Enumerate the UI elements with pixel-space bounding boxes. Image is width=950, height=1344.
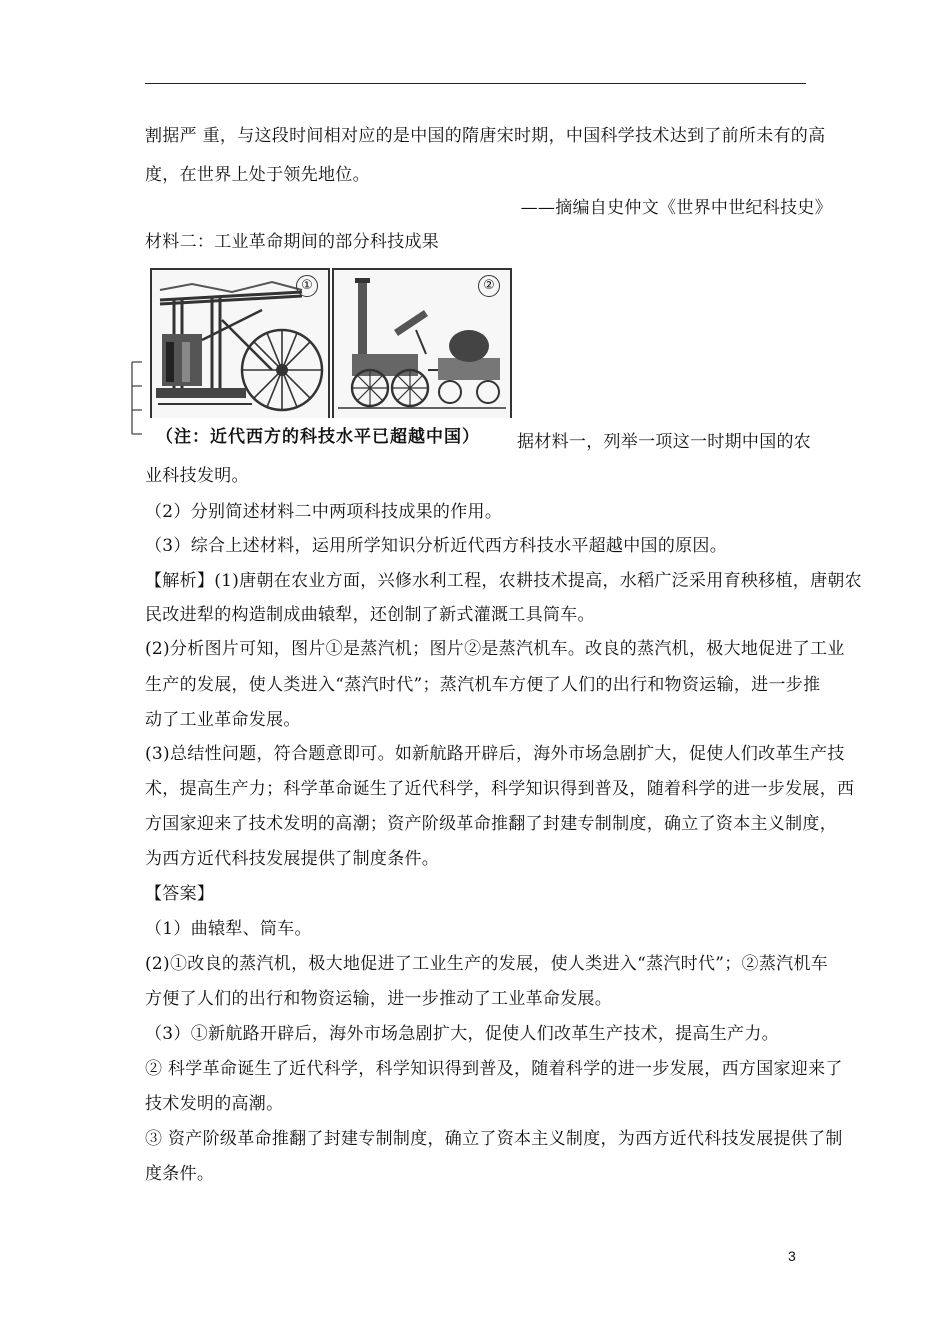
answer-line: （3）①新航路开辟后，海外市场急剧扩大，促使人们改革生产技术，提高生产力。 <box>145 1024 779 1044</box>
analysis-line: 【解析】(1)唐朝在农业方面，兴修水利工程，农耕技术提高，水稻广泛采用育秧移植，唐朝农 <box>145 571 862 591</box>
page-fragment-marks <box>130 358 144 438</box>
answer-line: (2)①改良的蒸汽机，极大地促进了工业生产的发展，使人类进入“蒸汽时代”；②蒸汽机车 <box>145 954 829 974</box>
paragraph-line: 度，在世界上处于领先地位。 <box>145 165 370 185</box>
answer-line: ② 科学革命诞生了近代科学，科学知识得到普及，随着科学的进一步发展，西方国家迎来了 <box>145 1059 843 1079</box>
page-number: 3 <box>788 1248 796 1264</box>
analysis-line: (3)总结性问题，符合题意即可。如新航路开辟后，海外市场急剧扩大，促使人们改革生产技 <box>145 744 845 764</box>
analysis-line: 民改进犁的构造制成曲辕犁，还创制了新式灌溉工具筒车。 <box>145 605 595 625</box>
question-2: （2）分别简述材料二中两项科技成果的作用。 <box>145 502 503 522</box>
steam-engine-image <box>150 268 330 420</box>
analysis-line: (2)分析图片可知，图片①是蒸汽机；图片②是蒸汽机车。改良的蒸汽机，极大地促进了工业 <box>145 639 845 659</box>
analysis-line: 术，提高生产力；科学革命诞生了近代科学，科学知识得到普及，随着科学的进一步发展，西 <box>145 779 855 799</box>
answer-line: 方便了人们的出行和物资运输，进一步推动了工业革命发展。 <box>145 989 613 1009</box>
header-rule <box>145 83 806 84</box>
material2-heading: 材料二：工业革命期间的部分科技成果 <box>145 232 440 252</box>
analysis-line: 为西方近代科技发展提供了制度条件。 <box>145 849 440 869</box>
question-1-tail: 据材料一，列举一项这一时期中国的农 <box>517 432 812 452</box>
analysis-line: 生产的发展，使人类进入“蒸汽时代”；蒸汽机车方便了人们的出行和物资运输，进一步推 <box>145 675 821 695</box>
answer-line: ③ 资产阶级革命推翻了封建专制制度，确立了资本主义制度，为西方近代科技发展提供了制 <box>145 1129 843 1149</box>
locomotive-image <box>332 268 512 420</box>
answer-line: 技术发明的高潮。 <box>145 1094 284 1114</box>
answer-heading: 【答案】 <box>145 884 215 904</box>
illustration-figure <box>150 268 515 453</box>
analysis-line: 动了工业革命发展。 <box>145 710 301 730</box>
answer-line: （1）曲辕犁、筒车。 <box>145 919 312 939</box>
panel-number-1: ① <box>296 275 318 297</box>
citation: ——摘编自史仲文《世界中世纪科技史》 <box>520 198 832 218</box>
analysis-line: 方国家迎来了技术发明的高潮；资产阶级革命推翻了封建专制制度，确立了资本主义制度， <box>145 814 837 834</box>
question-3: （3）综合上述材料，运用所学知识分析近代西方科技水平超越中国的原因。 <box>145 536 728 556</box>
panel-number-2: ② <box>478 275 500 297</box>
answer-line: 度条件。 <box>145 1164 215 1184</box>
figure-note: （注：近代西方的科技水平已超越中国） <box>156 424 504 450</box>
paragraph-line: 割据严 重，与这段时间相对应的是中国的隋唐宋时期，中国科学技术达到了前所未有的高 <box>145 126 826 146</box>
question-1-wrap: 业科技发明。 <box>145 466 249 486</box>
